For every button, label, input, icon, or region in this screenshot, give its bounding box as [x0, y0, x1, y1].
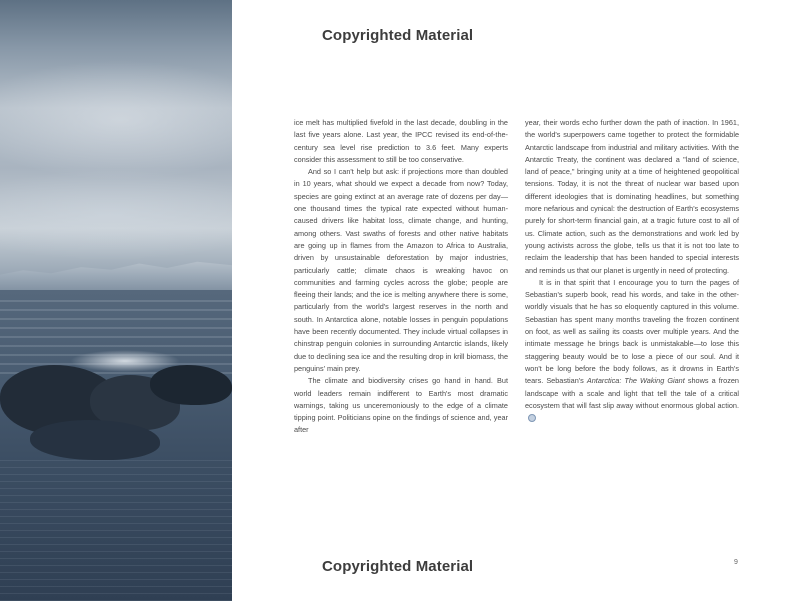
paragraph-text: shows a frozen landscape with a scale and light that tell the tale of a critical ecosystem that will fast slip away without enormous global action.	[525, 376, 739, 410]
page-number: 9	[734, 559, 738, 566]
paragraph: year, their words echo further down the path of inaction. In 1961, the world's superpowers came together to protect the formidable Antarctic landscape from industrial and military activities. With the Antarctic Treaty, the continent was declared a "land of science, land of peace," bringing unity at a time of heightened geopolitical tensions. Today, it is not the threat of nuclear war based upon different ideologies that is dominating headlines, but something more nefarious and cynical: the destruction of Earth's ecosystems purely for short-term financial gain, at a tragic future cost to all of us. Climate action, such as the demonstrations and work led by young activists across the globe, tells us that it is not too late to reclaim the leadership that has been handed to special interests and reminds us that our planet is urgently in need of protecting.	[525, 118, 739, 275]
cloud-layer	[0, 60, 232, 180]
text-column-right	[525, 117, 739, 424]
copyright-watermark-bottom: Copyrighted Material	[322, 558, 474, 575]
copyright-watermark-top: Copyrighted Material	[322, 27, 474, 44]
cloud-layer-lower	[0, 170, 232, 260]
paragraph: The climate and biodiversity crises go hand in hand. But world leaders remain indifferent to Earth's most dramatic warnings, taking us unceremoniously to the edge of a climate tipping point. Politicians opine on the findings of science and, year after	[294, 376, 508, 435]
paragraph-text: It is in that spirit that I encourage you to turn the pages of Sebastian's superb book, read his words, and take in the other-worldly visuals that he has so eloquently captured in this volume. Sebastian has spent many months traveling the frozen continent on foot, as well as sailing its coasts over multiple years. And the intimate message he brings back is unmistakable—to lose this staggering beauty would be to lose a piece of our soul. And it won't be long before the body follows, as it drowns in Earth's tears. Sebastian's	[525, 277, 739, 386]
antarctic-seascape-photo	[0, 0, 232, 601]
shore-rock	[150, 365, 232, 405]
paragraph	[525, 277, 739, 425]
text-column-left	[294, 117, 508, 437]
end-of-section-icon	[528, 414, 536, 422]
paragraph: And so I can't help but ask: if projections more than doubled in 10 years, what should we expect a decade from now? Today, species are going extinct at an average rate of dozens per day—one thousand times the typical rate expected without human-caused drivers like habitat loss, climate change, and hunting, among others. Vast swaths of forests and other native habitats are going up in flames from the Amazon to Africa to Australia, driven by unsustainable deforestation by major industries, particularly cattle; climate chaos is wreaking havoc on communities and farming cycles across the globe; people are fleeing their lands; and the ice is melting anywhere there is some, particularly from the world's largest reserves in the north and south. In Antarctica alone, notable losses in penguin populations have been recently documented. They include virtual collapses in chinstrap penguin colonies in surrounding Antarctic islands, likely due to declining sea ice and the resulting drop in krill biomass, the penguins' main prey.	[294, 167, 508, 373]
water-reflection	[0, 460, 232, 601]
shore-rock	[30, 420, 160, 460]
book-title: Antarctica: The Waking Giant	[586, 376, 685, 386]
paragraph: ice melt has multiplied fivefold in the last decade, doubling in the last five years alone. Last year, the IPCC revised its end-of-the-century sea level rise prediction to 3.6 feet. Many experts consider this assessment to still be too conservative.	[294, 118, 508, 164]
